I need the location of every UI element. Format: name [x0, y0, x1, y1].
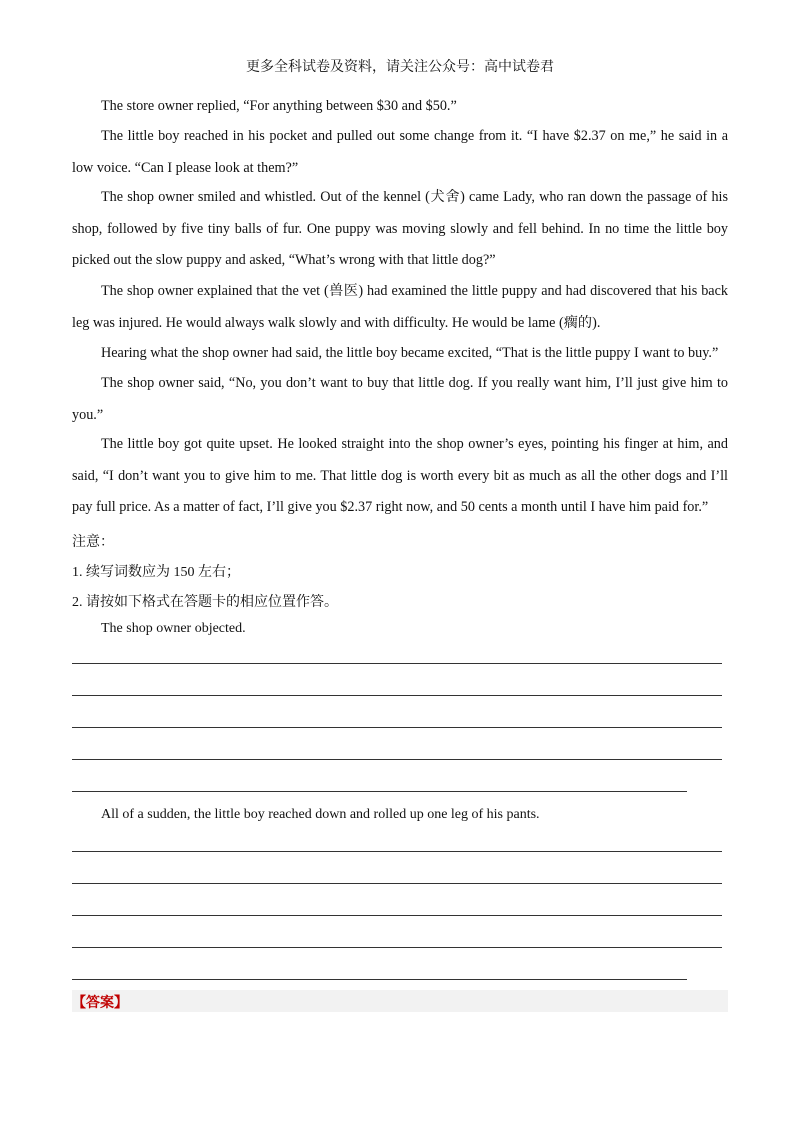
writing-line — [72, 791, 687, 792]
writing-line — [72, 727, 722, 728]
writing-line — [72, 851, 722, 852]
writing-line — [72, 883, 722, 884]
notes-title: 注意： — [72, 535, 114, 550]
story-paragraph-6: The shop owner said, “No, you don’t want to buy that little dog. If you really want him, I’ll just give him to you.” — [72, 375, 728, 423]
writing-line — [72, 663, 722, 664]
answer-label: 【答案】 — [72, 996, 128, 1011]
notes-item-2: 2. 请按如下格式在答题卡的相应位置作答。 — [72, 595, 338, 610]
writing-line — [72, 947, 722, 948]
story-paragraph-7: The little boy got quite upset. He looked straight into the shop owner’s eyes, pointing his finger at him, and said, “I don’t want you to give him to me. That little dog is worth every bit as much as all the other dogs and I’ll pay full price. As a matter of fact, I’ll give you $2.37 right now, and 50 cents a month until I have him paid for.” — [72, 436, 728, 515]
writing-line — [72, 979, 687, 980]
story-paragraph-4: The shop owner explained that the vet (兽医) had examined the little puppy and had discovered that his back leg was injured. He would always walk slowly and with difficulty. He would be lame (瘸的). — [72, 283, 728, 331]
notes-item-1: 1. 续写词数应为 150 左右； — [72, 565, 240, 580]
story-paragraph-3: The shop owner smiled and whistled. Out of the kennel (犬舍) came Lady, who ran down the passage of his shop, followed by five tiny balls of fur. One puppy was moving slowly and fell behind. In no time the little boy picked out the slow puppy and asked, “What’s wrong with that little dog?” — [72, 189, 728, 268]
writing-line — [72, 759, 722, 760]
writing-line — [72, 695, 722, 696]
story-paragraph-5: Hearing what the shop owner had said, the little boy became excited, “That is the little puppy I want to buy.” — [101, 345, 719, 361]
story-paragraph-2: The little boy reached in his pocket and pulled out some change from it. “I have $2.37 on me,” he said in a low voice. “Can I please look at them?” — [72, 128, 728, 176]
prompt-second: All of a sudden, the little boy reached down and rolled up one leg of his pants. — [101, 807, 540, 822]
writing-line — [72, 915, 722, 916]
answer-section — [72, 990, 728, 1012]
prompt-first: The shop owner objected. — [101, 621, 246, 636]
page-header: 更多全科试卷及资料，请关注公众号：高中试卷君 — [246, 60, 554, 75]
story-paragraph-1: The store owner replied, “For anything between $30 and $50.” — [101, 98, 457, 114]
